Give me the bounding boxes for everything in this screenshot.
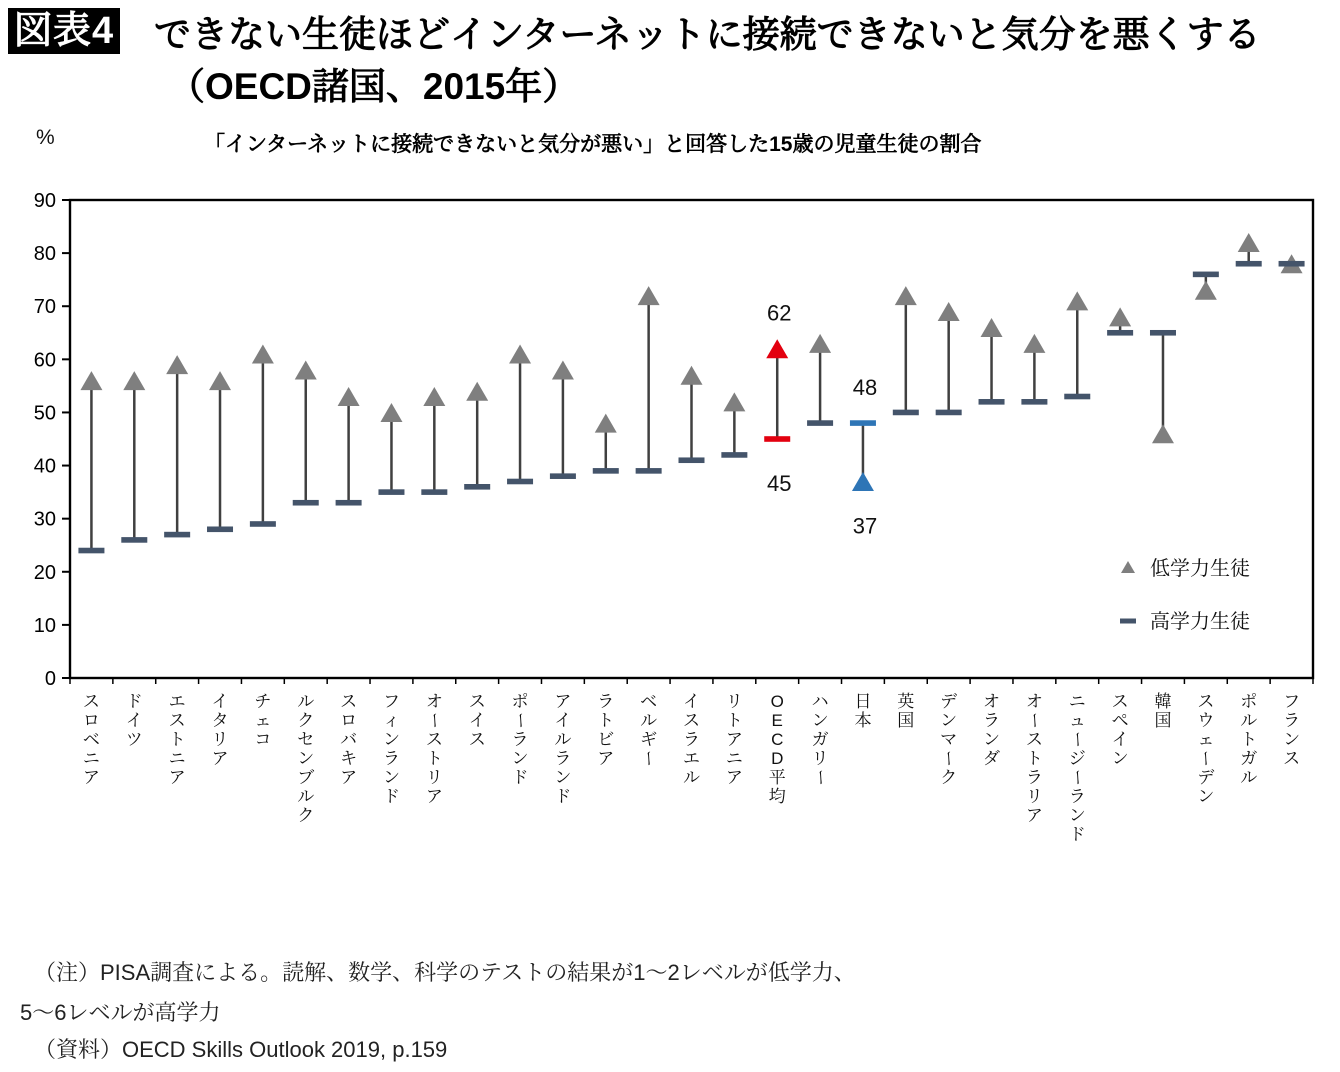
high-ability-marker: [807, 420, 833, 426]
country-label: ス イ ス: [468, 692, 486, 749]
country-label: ス ロ バ キ ア: [340, 692, 358, 787]
low-ability-marker: [1109, 307, 1131, 326]
high-ability-marker: [1064, 394, 1090, 400]
high-ability-marker: [78, 548, 104, 554]
high-ability-marker: [293, 500, 319, 506]
low-ability-marker: [595, 414, 617, 433]
country-label: イ ス ラ エ ル: [683, 692, 700, 787]
annotation-bottom: 37: [852, 513, 878, 539]
y-axis-unit-label: %: [36, 126, 55, 149]
low-ability-marker: [1152, 424, 1174, 443]
country-label: O E C D 平 均: [768, 692, 786, 806]
legend-dash-icon: [1120, 619, 1136, 624]
high-ability-marker: [550, 473, 576, 479]
country-label: リ ト ア ニ ア: [725, 692, 743, 787]
country-label: ス ウ ェ ー デ ン: [1196, 692, 1216, 806]
annotation-bottom: 45: [766, 471, 792, 496]
low-ability-marker: [295, 360, 317, 379]
figure-number-tag: 図表4: [8, 8, 120, 54]
high-ability-marker: [1279, 261, 1305, 267]
low-ability-marker: [766, 339, 788, 358]
y-tick-label: 40: [33, 455, 56, 478]
legend-label: 高学力生徒: [1150, 611, 1250, 633]
annotation-top: 62: [766, 300, 792, 326]
low-ability-marker: [638, 286, 660, 305]
annotation-top: 48: [852, 375, 878, 401]
high-ability-marker: [1107, 330, 1133, 336]
high-ability-marker: [464, 484, 490, 490]
country-label: デ ン マ ー ク: [939, 692, 959, 787]
country-label: 英 国: [897, 692, 915, 730]
country-label: ア イ ル ラ ン ド: [554, 692, 572, 806]
low-ability-marker: [723, 392, 745, 411]
high-ability-marker: [893, 410, 919, 416]
page-title: できない生徒ほどインターネットに接続できないと気分を悪くする: [154, 14, 1261, 55]
low-ability-marker: [981, 318, 1003, 337]
low-ability-marker: [1023, 334, 1045, 353]
low-ability-marker: [852, 472, 874, 491]
low-ability-marker: [681, 366, 703, 385]
high-ability-marker: [1021, 399, 1047, 405]
low-ability-marker: [938, 302, 960, 321]
y-tick-label: 60: [33, 349, 56, 372]
country-label: ド イ ツ: [125, 692, 143, 749]
low-ability-marker: [509, 345, 531, 364]
country-label: ス ペ イ ン: [1111, 692, 1129, 768]
low-ability-marker: [123, 371, 145, 390]
source-note: （資料）OECD Skills Outlook 2019, p.159: [34, 1037, 448, 1062]
high-ability-marker: [721, 452, 747, 458]
low-ability-marker: [423, 387, 445, 406]
high-ability-marker: [1150, 330, 1176, 336]
country-label: オ ー ス ト リ ア: [424, 692, 444, 806]
low-ability-marker: [466, 382, 488, 401]
high-ability-marker: [250, 521, 276, 527]
low-ability-marker: [552, 360, 574, 379]
low-ability-marker: [252, 345, 274, 364]
legend-label: 低学力生徒: [1150, 558, 1250, 580]
high-ability-marker: [764, 436, 790, 442]
y-tick-label: 50: [33, 402, 56, 425]
y-tick-label: 80: [33, 243, 56, 266]
low-ability-marker: [338, 387, 360, 406]
low-ability-marker: [1066, 291, 1088, 310]
y-tick-label: 20: [33, 561, 56, 584]
country-label: ポ ル ト ガ ル: [1240, 692, 1258, 787]
country-label: ス ロ ベ ニ ア: [82, 692, 100, 787]
high-ability-marker: [507, 479, 533, 485]
low-ability-marker: [380, 403, 402, 422]
low-ability-marker: [209, 371, 231, 390]
low-ability-marker: [1238, 233, 1260, 252]
low-ability-marker: [80, 371, 102, 390]
low-ability-marker: [809, 334, 831, 353]
high-ability-marker: [679, 457, 705, 463]
high-ability-marker: [378, 489, 404, 495]
country-label: ラ ト ビ ア: [597, 692, 615, 768]
country-label: ベ ル ギ ー: [639, 692, 659, 767]
high-ability-marker: [336, 500, 362, 506]
high-ability-marker: [164, 532, 190, 538]
high-ability-marker: [421, 489, 447, 495]
low-ability-marker: [1195, 281, 1217, 300]
high-ability-marker: [936, 410, 962, 416]
low-ability-marker: [166, 355, 188, 374]
high-ability-marker: [1193, 272, 1219, 278]
y-tick-label: 10: [33, 614, 56, 637]
country-label: フ ラ ン ス: [1283, 692, 1301, 768]
country-label: 日 本: [854, 692, 872, 730]
country-label: オ ラ ン ダ: [983, 692, 1001, 768]
chart-subtitle: 「インターネットに接続できないと気分が悪い」と回答した15歳の児童生徒の割合: [204, 133, 982, 156]
high-ability-marker: [121, 537, 147, 543]
country-label: ニ ュ ー ジ ー ラ ン ド: [1067, 692, 1087, 844]
high-ability-marker: [593, 468, 619, 474]
country-label: ハ ン ガ リ ー: [810, 692, 830, 786]
country-label: イ タ リ ア: [211, 692, 229, 768]
footnote-line2: 5～6レベルが高学力: [20, 1000, 221, 1025]
country-label: ポ ー ラ ン ド: [510, 692, 530, 787]
page-title-line2: （OECD諸国、2015年）: [168, 66, 580, 107]
legend-triangle-icon: [1121, 561, 1135, 573]
country-label: フ ィ ン ラ ン ド: [382, 692, 400, 806]
country-label: エ ス ト ニ ア: [168, 692, 186, 787]
country-label: 韓 国: [1154, 692, 1172, 730]
high-ability-marker: [979, 399, 1005, 405]
y-tick-label: 30: [33, 508, 56, 531]
y-tick-label: 0: [44, 668, 56, 690]
footnote-line1: （注）PISA調査による。読解、数学、科学のテストの結果が1～2レベルが低学力、: [34, 960, 856, 985]
y-tick-label: 90: [33, 190, 56, 212]
country-label: オ ー ス ト ラ リ ア: [1024, 692, 1044, 825]
high-ability-marker: [1236, 261, 1262, 267]
y-tick-label: 70: [33, 296, 56, 319]
country-label: ル ク セ ン ブ ル ク: [297, 692, 315, 825]
country-label: チ ェ コ: [254, 692, 272, 749]
high-ability-marker: [850, 420, 876, 426]
high-ability-marker: [636, 468, 662, 474]
low-ability-marker: [895, 286, 917, 305]
high-ability-marker: [207, 526, 233, 532]
